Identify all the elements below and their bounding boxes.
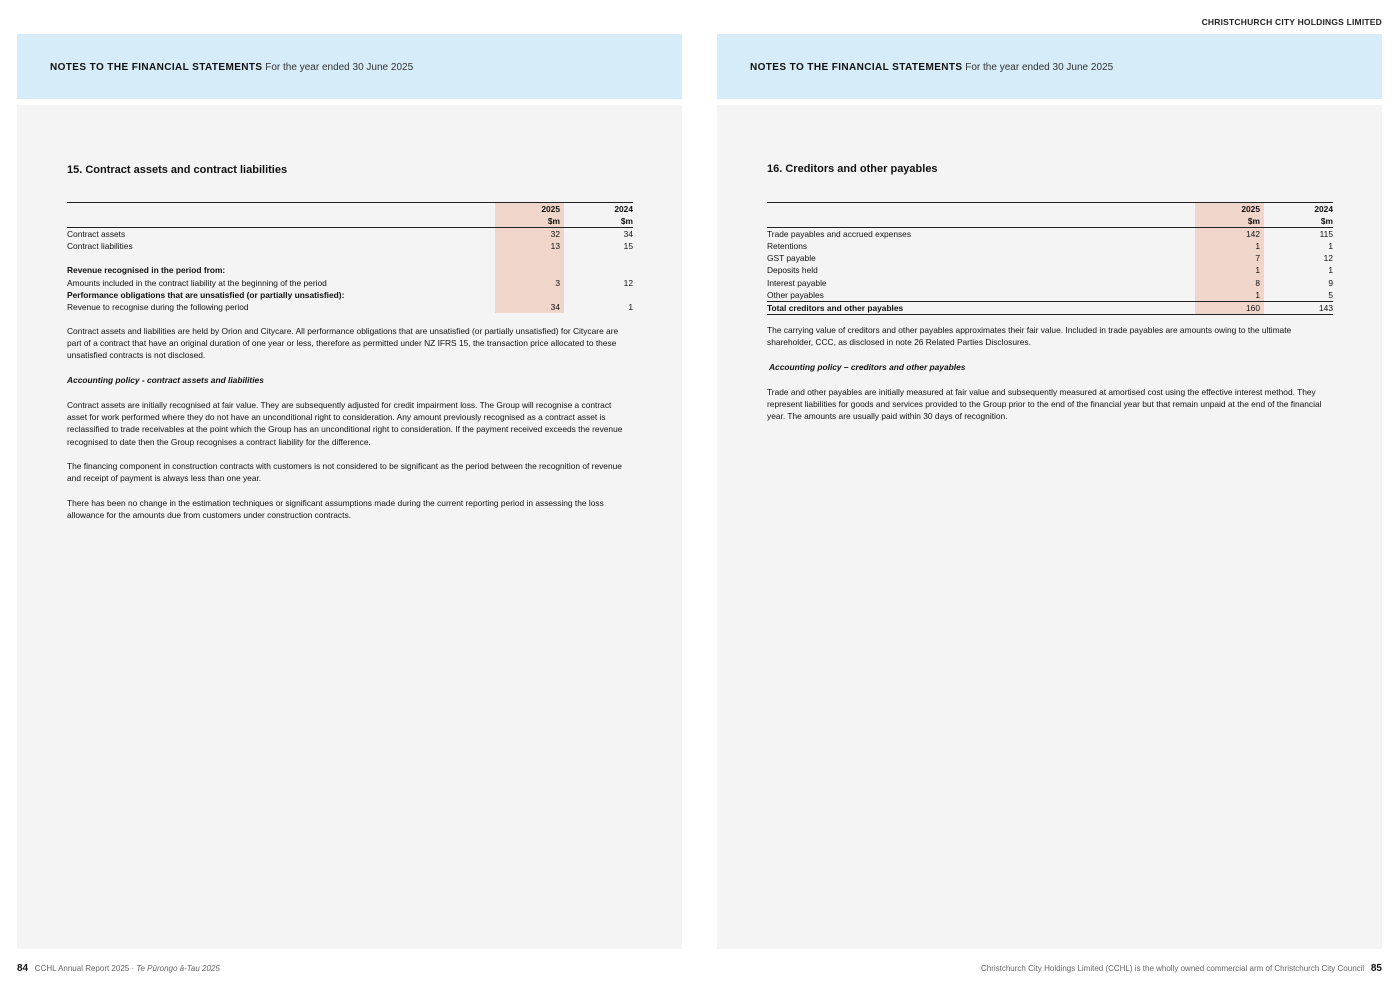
- paragraph: There has been no change in the estimation techniques or significant assumptions made during the current reporting period in assessing the loss allowance for the amounts due from customers under construction contracts.: [67, 498, 604, 521]
- row-label: Interest payable: [767, 277, 827, 288]
- table-row: [67, 289, 633, 301]
- right-page: [717, 34, 1382, 949]
- table-row: [67, 301, 633, 313]
- creditors-table: [767, 202, 1333, 315]
- row-label: Retentions: [767, 241, 808, 252]
- unit-2024: $m: [1264, 215, 1333, 228]
- row-label: [67, 252, 495, 264]
- value-2025: 1: [1195, 289, 1264, 302]
- value-2024: 34: [623, 229, 633, 240]
- table-row: [767, 240, 1333, 252]
- banner-subtitle: For the year ended 30 June 2025: [965, 62, 1114, 73]
- value-2025: 1: [1195, 264, 1264, 276]
- paragraph: Trade and other payables are initially measured at fair value and subsequently measured at amortised cost using the effective interest method. They represent liabilities for goods and services provided to the Group prior to the end of the financial year but that remain unpaid at the end of the financial year. The amounts are usually paid within 30 days of recognition.: [767, 387, 1322, 422]
- paragraph: Contract assets and liabilities are held by Orion and Citycare. All performance obligations that are unsatisfied (or partially unsatisfied) for Citycare are part of a contract that have an original duration of one year or less, therefore as permitted under NZ IFRS 15, the transaction price allocated to these unsatisfied contracts is not disclosed.: [67, 326, 619, 361]
- footer-right: [981, 963, 1382, 974]
- value-2024: [564, 264, 633, 276]
- company-name: CHRISTCHURCH CITY HOLDINGS LIMITED: [1201, 17, 1382, 27]
- value-2025: 34: [495, 301, 564, 313]
- value-2025: 13: [495, 240, 564, 252]
- paragraph: The carrying value of creditors and other payables approximates their fair value. Included in trade payables are amounts owing to the ultimate shareholder, CCC, as disclosed in note 26 Related Parties Disclosures.: [767, 325, 1292, 348]
- page-number: 85: [1370, 963, 1382, 974]
- value-2025: 7: [1195, 252, 1264, 264]
- policy-heading: Accounting policy – creditors and other payables: [769, 362, 966, 372]
- value-2024: 5: [1328, 289, 1333, 300]
- total-2024: 143: [1264, 301, 1333, 314]
- row-label: Amounts included in the contract liability at the beginning of the period: [67, 277, 327, 288]
- row-label: Revenue to recognise during the following period: [67, 301, 249, 312]
- table-header-row: [767, 203, 1333, 216]
- table-unit-row: [767, 215, 1333, 228]
- column-header-2025: 2025: [1195, 203, 1264, 216]
- table-row: [767, 277, 1333, 289]
- footer-text: CCHL Annual Report 2025 ·: [34, 964, 137, 973]
- value-2024: 15: [623, 241, 633, 252]
- banner-subtitle: For the year ended 30 June 2025: [265, 62, 414, 73]
- contract-table: [67, 202, 633, 313]
- banner-title: NOTES TO THE FINANCIAL STATEMENTS: [750, 62, 963, 73]
- column-header-2024: 2024: [564, 203, 633, 216]
- column-header-2024: 2024: [1264, 203, 1333, 216]
- value-2025: [495, 289, 564, 301]
- banner-title: NOTES TO THE FINANCIAL STATEMENTS: [50, 62, 263, 73]
- note-title: 15. Contract assets and contract liabilities: [67, 164, 288, 176]
- table-row: [767, 264, 1333, 276]
- row-label: Other payables: [767, 289, 824, 300]
- page-banner: [717, 34, 1382, 99]
- value-2024: 1: [628, 301, 633, 312]
- footer-left: [17, 963, 220, 974]
- value-2024: 12: [623, 277, 633, 288]
- value-2025: 142: [1195, 228, 1264, 241]
- unit-2025: $m: [495, 215, 564, 228]
- table-row: [67, 240, 633, 252]
- value-2025: 3: [495, 277, 564, 289]
- table-row: [67, 277, 633, 289]
- unit-2025: $m: [1195, 215, 1264, 228]
- left-page: [17, 34, 682, 949]
- total-label: Total creditors and other payables: [767, 301, 1195, 314]
- value-2024: [564, 289, 633, 301]
- policy-heading: Accounting policy - contract assets and liabilities: [67, 375, 264, 385]
- table-unit-row: [67, 215, 633, 228]
- value-2024: 12: [1323, 253, 1333, 264]
- page-number: 84: [17, 963, 29, 974]
- note-title: 16. Creditors and other payables: [767, 163, 938, 175]
- contract-table-container: [67, 202, 633, 313]
- value-2025: 32: [495, 228, 564, 241]
- row-label: Contract liabilities: [67, 241, 133, 252]
- table-header-row: [67, 203, 633, 216]
- column-header-2025: 2025: [495, 203, 564, 216]
- value-2024: 115: [1319, 229, 1333, 240]
- unit-2024: $m: [564, 215, 633, 228]
- row-label: Revenue recognised in the period from:: [67, 265, 226, 276]
- value-2025: 1: [1195, 240, 1264, 252]
- row-label: GST payable: [767, 253, 816, 264]
- footer-italic-text: Te Pūrongo ā-Tau 2025: [136, 964, 220, 973]
- footer-text: Christchurch City Holdings Limited (CCHL) is the wholly owned commercial arm of Christchurch City Council: [980, 964, 1365, 973]
- row-label: Deposits held: [767, 265, 818, 276]
- value-2025: [495, 264, 564, 276]
- table-row: [67, 252, 633, 264]
- banner-text: [50, 62, 413, 73]
- paragraph: The financing component in construction contracts with customers is not considered to be significant as the period between the recognition of revenue and receipt of payment is always less than one year.: [67, 461, 622, 484]
- row-label: Contract assets: [67, 229, 126, 240]
- page-banner: [17, 34, 682, 99]
- total-2025: 160: [1195, 301, 1264, 314]
- value-2024: 1: [1328, 241, 1333, 252]
- creditors-table-container: [767, 202, 1333, 315]
- value-2025: 8: [1195, 277, 1264, 289]
- table-row: [767, 289, 1333, 302]
- value-2024: 9: [1328, 277, 1333, 288]
- value-2024: [564, 252, 633, 264]
- table-row: [67, 264, 633, 276]
- banner-text: [750, 62, 1113, 73]
- row-label: Performance obligations that are unsatisfied (or partially unsatisfied):: [67, 289, 345, 300]
- table-row: [67, 228, 633, 241]
- paragraph: Contract assets are initially recognised at fair value. They are subsequently adjusted for credit impairment loss. The Group will recognise a contract asset for work performed where they do not have an unconditional right to consideration. Any amount previously recognised as a contract asset is reclassified to trade receivables at the point which the Group has an unconditional right to consideration. If the payment received exceeds the revenue recognised to date then the Group recognises a contract liability for the difference.: [67, 400, 623, 447]
- value-2024: 1: [1328, 265, 1333, 276]
- value-2025: [495, 252, 564, 264]
- table-row: [767, 228, 1333, 241]
- row-label: Trade payables and accrued expenses: [767, 229, 912, 240]
- table-row: [767, 252, 1333, 264]
- total-row: [767, 301, 1333, 314]
